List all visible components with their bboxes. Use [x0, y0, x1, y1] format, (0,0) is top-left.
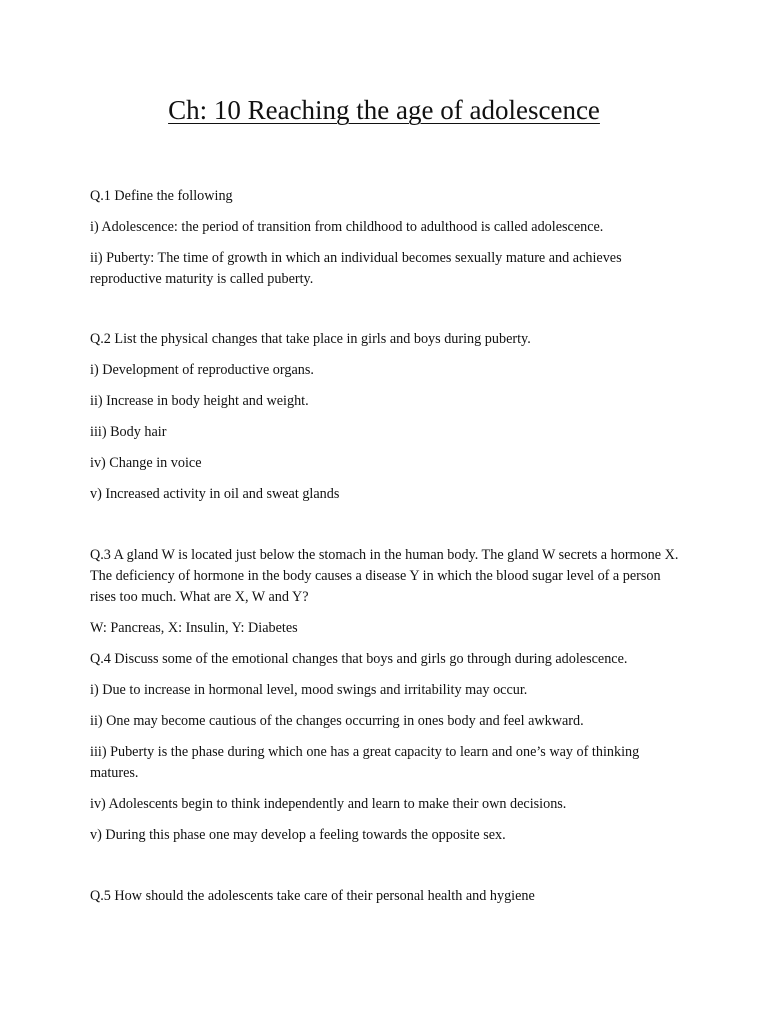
q4-answer-1: i) Due to increase in hormonal level, mood swings and irritability may occur.	[90, 682, 528, 698]
q2-answer-3: iii) Body hair	[90, 424, 167, 440]
chapter-title: Ch: 10 Reaching the age of adolescence	[168, 95, 600, 125]
q4-answer-2: ii) One may become cautious of the changes occurring in ones body and feel awkward.	[90, 713, 584, 729]
q2-answer-1: i) Development of reproductive organs.	[90, 362, 314, 378]
q3-answer: W: Pancreas, X: Insulin, Y: Diabetes	[90, 620, 298, 636]
q2-answer-2: ii) Increase in body height and weight.	[90, 393, 309, 409]
q4-answer-3: iii) Puberty is the phase during which one has a great capacity to learn and one’s way of thinking matures.	[90, 744, 640, 781]
q3-question: Q.3 A gland W is located just below the stomach in the human body. The gland W secrets a hormone X. The deficiency of hormone in the body causes a disease Y in which the blood sugar level of a person rises too much. What are X, W and Y?	[90, 547, 679, 605]
q4-answer-4: iv) Adolescents begin to think independently and learn to make their own decisions.	[90, 796, 567, 812]
q2-answer-4: iv) Change in voice	[90, 455, 202, 471]
q1-question: Q.1 Define the following	[90, 188, 233, 204]
q4-answer-5: v) During this phase one may develop a feeling towards the opposite sex.	[90, 827, 506, 843]
q5-question: Q.5 How should the adolescents take care of their personal health and hygiene	[90, 888, 535, 904]
q4-question: Q.4 Discuss some of the emotional changes that boys and girls go through during adolescence.	[90, 651, 628, 667]
q1-answer-1: i) Adolescence: the period of transition from childhood to adulthood is called adolescence.	[90, 219, 604, 235]
document-content	[90, 186, 690, 907]
q2-question: Q.2 List the physical changes that take place in girls and boys during puberty.	[90, 331, 531, 347]
q1-answer-2: ii) Puberty: The time of growth in which an individual becomes sexually mature and achieves reproductive maturity is called puberty.	[90, 250, 622, 287]
q2-answer-5: v) Increased activity in oil and sweat glands	[90, 486, 340, 502]
